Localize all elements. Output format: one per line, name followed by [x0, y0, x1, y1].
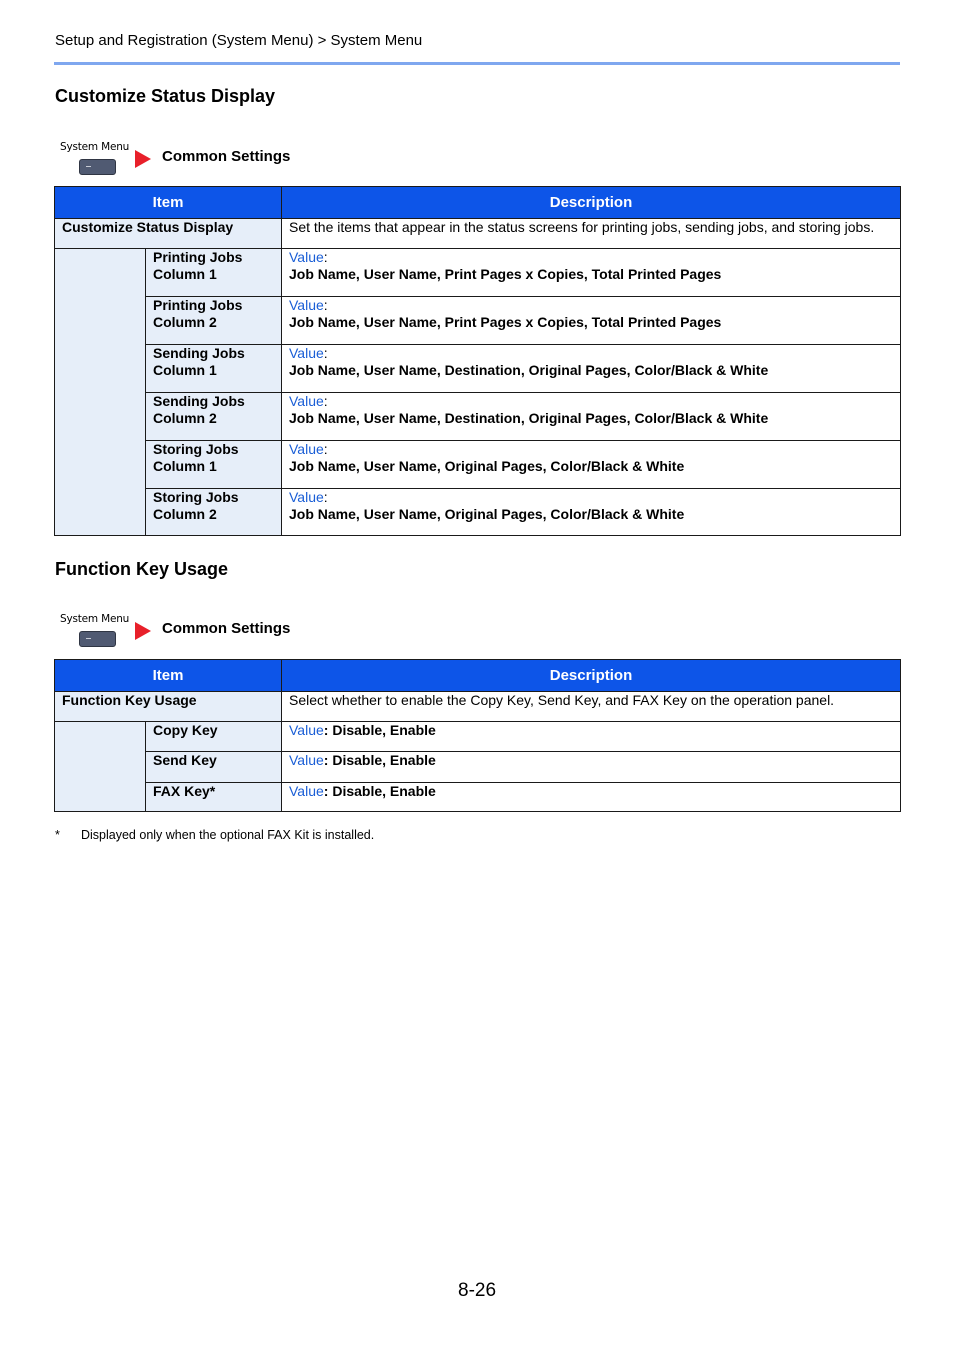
settings-table-customize-status-display [54, 186, 901, 536]
sub-item-description: Value: Job Name, User Name, Original Pages, Color/Black & White [282, 489, 901, 536]
sub-item [146, 489, 282, 536]
value-list: Job Name, User Name, Print Pages x Copies, Total Printed Pages [289, 314, 722, 330]
sub-item [146, 393, 282, 441]
item-description: Set the items that appear in the status screens for printing jobs, sending jobs, and storing jobs. [282, 219, 901, 249]
table-row [55, 249, 901, 297]
table-row [55, 393, 901, 441]
table-row [55, 692, 901, 722]
value-label: Value [289, 722, 324, 738]
value-list: Job Name, User Name, Destination, Original Pages, Color/Black & White [289, 362, 769, 378]
item-main: Function Key Usage [55, 692, 282, 722]
table-row [55, 297, 901, 345]
sub-item-line2: Column 2 [153, 314, 217, 330]
sub-item-line1: Printing Jobs [153, 297, 243, 313]
footnote-text: Displayed only when the optional FAX Kit is installed. [81, 828, 375, 842]
table-row [55, 219, 901, 249]
value-label: Value [289, 489, 324, 505]
section-title-function-key-usage: Function Key Usage [55, 559, 229, 579]
system-menu-key-icon [79, 159, 116, 175]
system-menu-key-icon [79, 631, 116, 647]
column-header-description: Description [282, 660, 901, 692]
header-rule [54, 62, 900, 65]
sub-item-line1: Printing Jobs [153, 249, 243, 265]
sub-item-description: Value: Job Name, User Name, Destination, Original Pages, Color/Black & White [282, 393, 901, 441]
sub-item: Send Key [146, 752, 282, 783]
value-label: Value [289, 249, 324, 265]
value-list: Job Name, User Name, Original Pages, Color/Black & White [289, 458, 685, 474]
sub-item-line2: Column 2 [153, 506, 217, 522]
sub-item-description: Value: Job Name, User Name, Print Pages x Copies, Total Printed Pages [282, 249, 901, 297]
item-indent-cell [55, 249, 146, 536]
value-list: Job Name, User Name, Original Pages, Color/Black & White [289, 506, 685, 522]
value-label: Value [289, 393, 324, 409]
table-header-row [55, 660, 901, 692]
item-main: Customize Status Display [55, 219, 282, 249]
sub-item [146, 345, 282, 393]
footnote-mark: * [55, 828, 60, 842]
item-indent-cell [55, 722, 146, 812]
arrow-right-icon [135, 150, 151, 168]
sub-item-line1: Sending Jobs [153, 393, 245, 409]
sub-item [146, 441, 282, 489]
sub-item-description: Value: Job Name, User Name, Print Pages x Copies, Total Printed Pages [282, 297, 901, 345]
sub-item-line2: Column 2 [153, 410, 217, 426]
sub-item-description [282, 722, 901, 752]
table-row [55, 345, 901, 393]
value-list: Job Name, User Name, Print Pages x Copies, Total Printed Pages [289, 266, 722, 282]
value-label: Value [289, 752, 324, 768]
table-row [55, 722, 901, 752]
sub-item-line2: Column 1 [153, 266, 217, 282]
sub-item-line2: Column 1 [153, 362, 217, 378]
sub-item-line1: Sending Jobs [153, 345, 245, 361]
sub-item [146, 249, 282, 297]
footnote [55, 828, 374, 842]
sub-item-line1: Storing Jobs [153, 489, 239, 505]
sub-item-description [282, 783, 901, 812]
table-row [55, 489, 901, 536]
table-header-row [55, 187, 901, 219]
column-header-item: Item [55, 187, 282, 219]
item-description: Select whether to enable the Copy Key, Send Key, and FAX Key on the operation panel. [282, 692, 901, 722]
table-row [55, 441, 901, 489]
settings-table-function-key-usage [54, 659, 901, 812]
path-label: Common Settings [162, 620, 291, 637]
sub-item-description: Value: Job Name, User Name, Original Pages, Color/Black & White [282, 441, 901, 489]
value-list: Job Name, User Name, Destination, Original Pages, Color/Black & White [289, 410, 769, 426]
value-label: Value [289, 441, 324, 457]
value-list: : Disable, Enable [323, 783, 436, 799]
column-header-description: Description [282, 187, 901, 219]
sub-item-line1: Storing Jobs [153, 441, 239, 457]
page-number: 8-26 [458, 1280, 497, 1301]
sub-item: FAX Key* [146, 783, 282, 812]
system-menu-key-label: System Menu [60, 141, 130, 153]
value-label: Value [289, 345, 324, 361]
value-list: : Disable, Enable [323, 752, 436, 768]
column-header-item: Item [55, 660, 282, 692]
value-label: Value [289, 297, 324, 313]
path-label: Common Settings [162, 148, 291, 165]
sub-item-line2: Column 1 [153, 458, 217, 474]
value-list: : Disable, Enable [323, 722, 436, 738]
system-menu-key-label: System Menu [60, 613, 130, 625]
menu-path [60, 613, 360, 653]
menu-path [60, 141, 360, 181]
sub-item-description [282, 752, 901, 783]
breadcrumb: Setup and Registration (System Menu) > System Menu [55, 32, 423, 49]
arrow-right-icon [135, 622, 151, 640]
value-label: Value [289, 783, 324, 799]
table-row [55, 783, 901, 812]
sub-item: Copy Key [146, 722, 282, 752]
sub-item-description: Value: Job Name, User Name, Destination, Original Pages, Color/Black & White [282, 345, 901, 393]
section-title-customize-status-display: Customize Status Display [55, 86, 276, 106]
table-row [55, 752, 901, 783]
sub-item [146, 297, 282, 345]
